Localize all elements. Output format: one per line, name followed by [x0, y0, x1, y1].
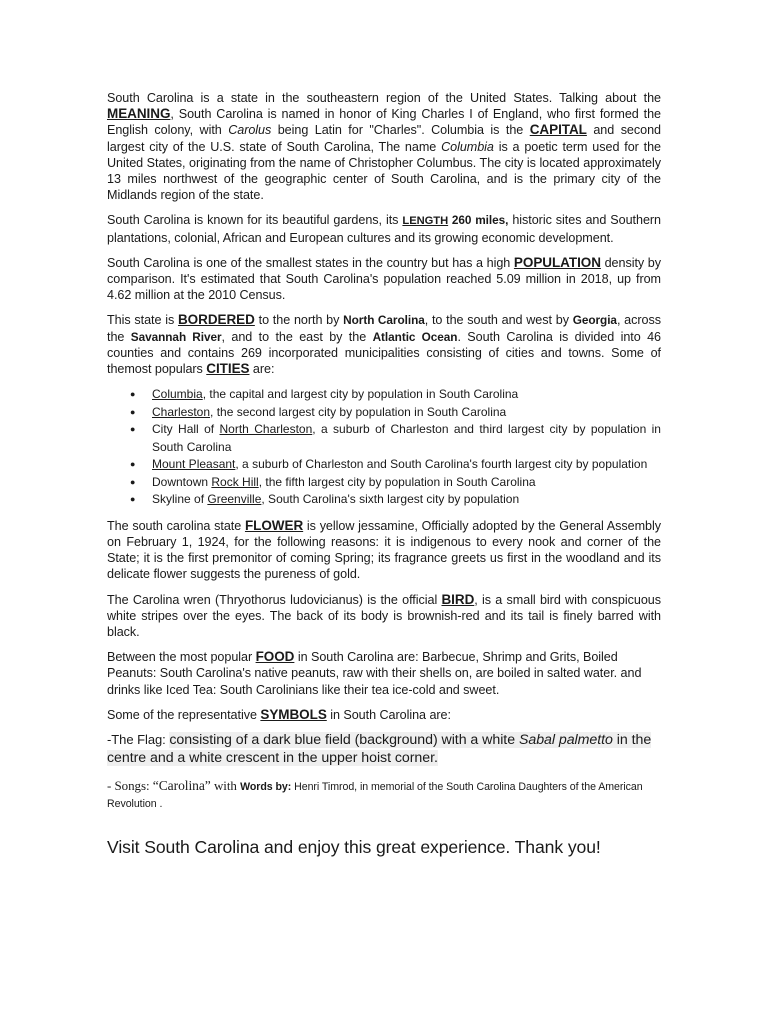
city-link[interactable]: Mount Pleasant: [152, 457, 236, 472]
text: is yellow jessamine, Officially adopted by the General Assembly on February 1, 1924, for the following reasons: it is indigenous to every nook and corner of the State; it is the first premonitor of coming Spring; its fragrance greets us first in the woodland and its delicate flower suggests the pureness of gold.: [107, 518, 661, 582]
keyword-meaning: MEANING: [107, 106, 171, 122]
keyword-food: FOOD: [255, 649, 295, 665]
length-paragraph: [107, 212, 661, 245]
text: in South Carolina are: Barbecue, Shrimp and Grits, Boiled Peanuts: South Carolina's native peanuts, raw with their shells on, are boiled in salted water. and drinks like Iced Tea: South Carolinians like their tea ice-cold and sweet.: [107, 650, 642, 697]
cities-list: [107, 386, 661, 509]
closing-line: Visit South Carolina and enjoy this great experience. Thank you!: [107, 836, 601, 857]
song-title: “Carolina”: [152, 777, 211, 793]
food-paragraph: [107, 649, 661, 698]
list-item: ● City Hall of North Charleston, a suburb of Charleston and third largest city by population in South Carolina: [152, 421, 661, 456]
population-paragraph: [107, 255, 661, 304]
flag-label: -The Flag:: [107, 731, 170, 747]
keyword-population: POPULATION: [513, 254, 601, 270]
text: in the centre and a white crescent in the upper hoist corner.: [107, 731, 652, 767]
words-by-label: Words by:: [240, 780, 292, 793]
text: The Carolina wren (Thryothorus ludovicianus) is the official: [107, 592, 442, 607]
text: , and to the east by the: [221, 329, 373, 344]
place-name: Georgia: [572, 313, 617, 328]
text: , is a small bird with conspicuous white stripes over the eyes. The back of its body is brownish-red and its tail is finely barred with black.: [107, 592, 661, 639]
keyword-flower: FLOWER: [244, 517, 304, 533]
text: The south carolina state: [107, 518, 245, 533]
length-value: 260 miles,: [448, 213, 509, 228]
flower-paragraph: [107, 518, 661, 583]
bird-paragraph: [107, 592, 661, 641]
city-link[interactable]: Greenville: [207, 492, 262, 507]
text: . South Carolina is divided into 46 counties and contains 269 incorporated municipalities consisting of cities and towns. Some of themost populars: [107, 329, 662, 377]
list-item: ● Downtown Rock Hill, the fifth largest city by population in South Carolina: [152, 474, 661, 492]
text: consisting of a dark blue field (background) with a white: [169, 731, 519, 748]
city-link[interactable]: Charleston: [152, 404, 211, 419]
keyword-symbols: SYMBOLS: [260, 706, 327, 722]
borders-paragraph: [107, 312, 661, 377]
keyword-bird: BIRD: [441, 591, 475, 607]
songs-paragraph: [107, 778, 661, 812]
keyword-bordered: BORDERED: [177, 312, 255, 328]
symbols-paragraph: [107, 707, 661, 723]
text: Between the most popular: [107, 650, 256, 665]
city-link[interactable]: Rock Hill: [211, 474, 259, 489]
italic-term: Columbia: [441, 139, 494, 154]
document-page: [107, 90, 661, 858]
meaning-paragraph: [107, 90, 661, 203]
text: This state is: [107, 313, 178, 328]
list-item: ● Mount Pleasant, a suburb of Charleston and South Carolina's fourth largest city by population: [152, 456, 661, 474]
keyword-capital: CAPITAL: [529, 122, 587, 138]
list-item: ● Charleston, the second largest city by population in South Carolina: [152, 404, 661, 422]
italic-term: Sabal palmetto: [518, 731, 613, 748]
italic-term: Carolus: [228, 123, 272, 138]
place-name: Atlantic Ocean: [372, 329, 458, 344]
text: and second largest city of the U.S. state of South Carolina, The name: [107, 123, 661, 154]
list-item: ● Skyline of Greenville, South Carolina's sixth largest city by population: [152, 491, 661, 509]
text: are:: [249, 362, 275, 377]
city-link[interactable]: North Charleston: [219, 422, 313, 437]
place-name: Savannah River: [130, 329, 222, 344]
text: Henri Timrod, in memorial of the South Carolina Daughters of the American Revolution .: [107, 780, 643, 810]
text: is a poetic term used for the United States, originating from the name of Christopher Columbus. The city is located approximately 13 miles northwest of the geographic center of South Carolina, and is the primary city of the Midlands region of the state.: [107, 139, 661, 203]
keyword-length: LENGTH: [402, 215, 449, 228]
text: , South Carolina is named in honor of King Charles I of England, who first formed the English colony, with: [107, 107, 661, 138]
text: South Carolina is a state in the southeastern region of the United States. Talking about the: [107, 91, 661, 105]
text: South Carolina is known for its beautiful gardens, its: [107, 213, 403, 228]
list-item: ● Columbia, the capital and largest city by population in South Carolina: [152, 386, 661, 404]
text: , across the: [107, 313, 661, 344]
place-name: North Carolina: [343, 313, 425, 328]
text: historic sites and Southern plantations, colonial, African and European cultures and its growing economic development.: [107, 213, 662, 245]
text: in South Carolina are:: [326, 707, 451, 722]
songs-label: - Songs:: [107, 777, 153, 793]
text: density by comparison. It's estimated that South Carolina's population reached 5.09 million in 2018, up from 4.62 million at the 2010 Census.: [107, 255, 662, 303]
text: to the north by: [254, 313, 344, 328]
keyword-cities: CITIES: [206, 361, 250, 377]
text: South Carolina is one of the smallest states in the country but has a high: [107, 255, 514, 270]
text: being Latin for "Charles". Columbia is the: [271, 123, 530, 138]
flag-paragraph: [107, 731, 661, 768]
text: Some of the representative: [107, 707, 261, 722]
text: with: [210, 777, 241, 793]
city-link[interactable]: Columbia: [152, 387, 203, 402]
text: , to the south and west by: [424, 313, 573, 328]
